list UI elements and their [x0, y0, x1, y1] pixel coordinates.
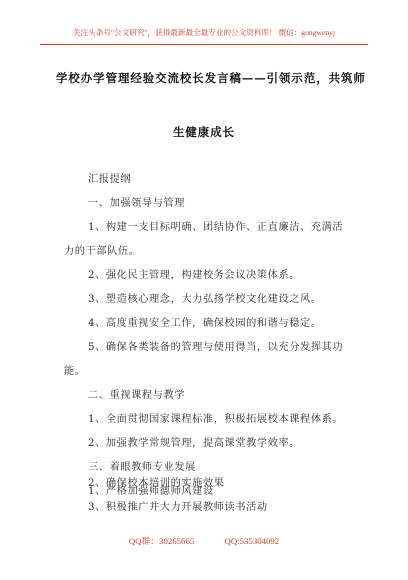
course-item-1: 1、全面贯彻国家课程标准，积极拓展校本课程体系。 [88, 414, 344, 425]
section-heading-3: 三、着眼教师专业发展 [88, 462, 196, 473]
teacher-item-1: 1、严格加强师德师风建设 [88, 486, 214, 497]
paragraph-2: 2、强化民主管理，构建校务会议决策体系。 [88, 270, 301, 281]
paragraph-4: 4、高度重视安全工作，确保校园的和谐与稳定。 [88, 318, 322, 329]
paragraph-5-line-1: 5、确保各类装备的管理与使用得当，以充分发挥其功 [88, 342, 344, 353]
paragraph-1-line-2: 力的干部队伍。 [64, 246, 140, 257]
paragraph-3: 3、塑造核心理念，大力弘扬学校文化建设之风。 [88, 294, 322, 305]
footer-qq-group: QQ群：30265665 [128, 536, 195, 546]
teacher-item-2: 2、确保校本培训的实施效果 [88, 478, 225, 489]
course-item-2: 2、加强教学常规管理，提高课堂教学效率。 [88, 438, 301, 449]
footer-qq-contact: QQ:535304092 [224, 536, 280, 546]
header-divider [40, 44, 368, 45]
page-footer [0, 534, 408, 547]
teacher-item-3: 3、积极推广并大力开展教师读书活动 [88, 502, 268, 513]
paragraph-1-line-1: 1、构建一支目标明确、团结协作、正直廉洁、充满活 [88, 222, 344, 233]
section-heading-2: 二、重视课程与教学 [88, 390, 186, 401]
section-heading-1: 一、加强领导与管理 [88, 198, 186, 209]
page-header-notice: 关注头条号"公文研究"，获得最新最全最专业的公文资料库！ 微信：gongwenyj [72, 28, 336, 37]
document-title-line-2: 生健康成长 [173, 125, 235, 139]
paragraph-5-line-2: 能。 [64, 366, 86, 377]
outline-heading: 汇报提纲 [88, 174, 132, 185]
document-title-line-1: 学校办学管理经验交流校长发言稿——引领示范，共筑师 [56, 71, 366, 85]
